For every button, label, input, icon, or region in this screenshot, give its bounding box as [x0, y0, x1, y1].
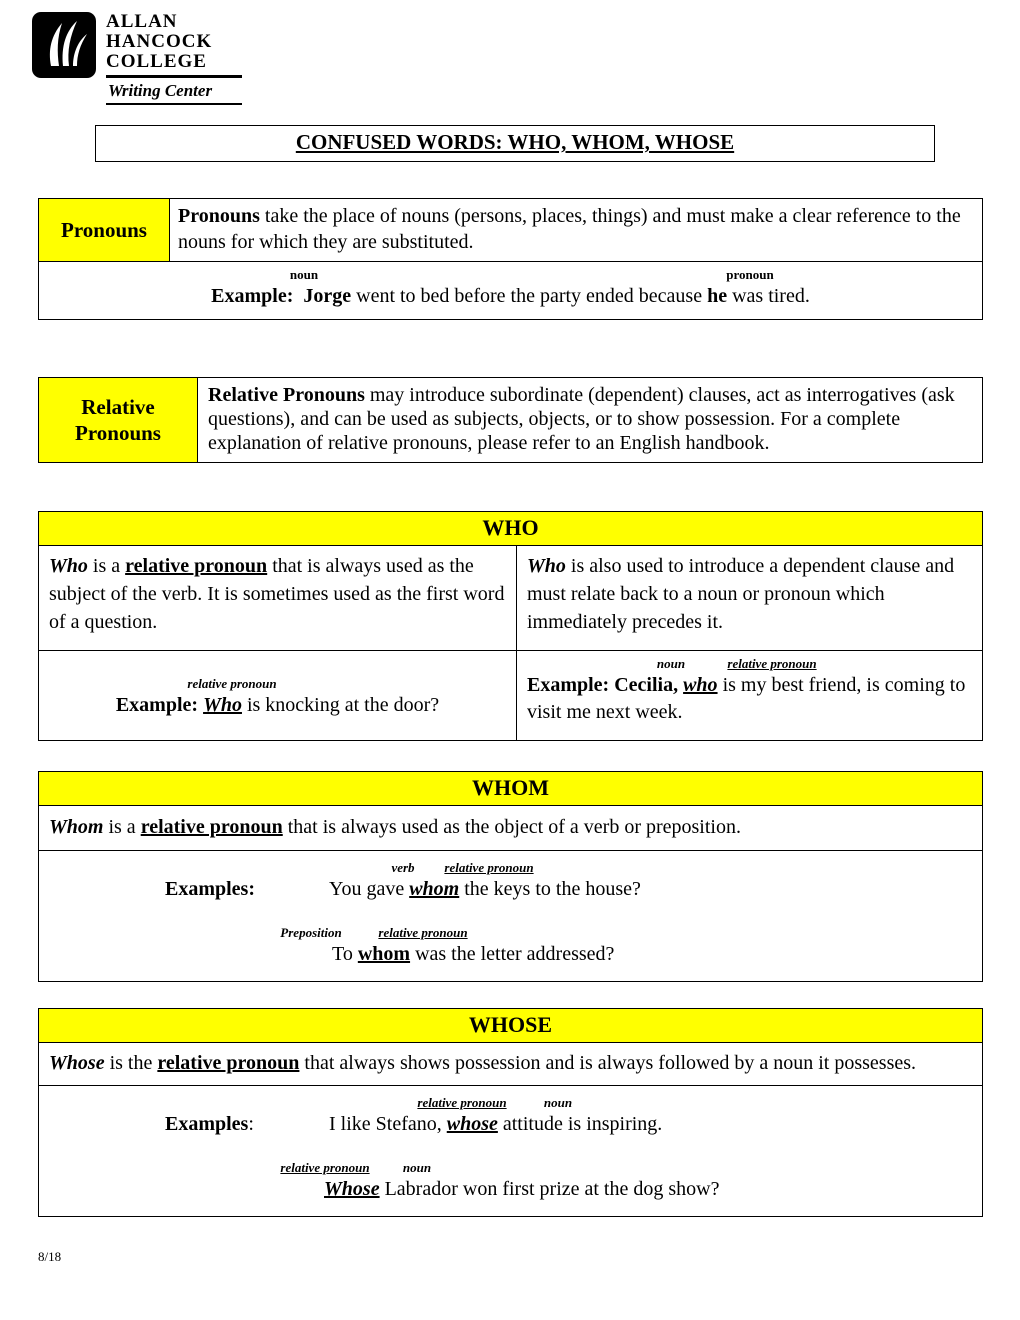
whose-examples-row [39, 1085, 982, 1216]
pos-tag-row [517, 655, 982, 672]
example-sentence-line [39, 1176, 982, 1204]
example-sentence: You gave whom the keys to the house? [329, 878, 641, 900]
example-sentence-line [39, 1111, 982, 1139]
writing-center-tagline: Writing Center [106, 78, 242, 105]
whom-definition-row [39, 805, 982, 850]
example-sentence: To whom was the letter addressed? [332, 943, 615, 965]
example-sentence: I like Stefano, whose attitude is inspiring. [329, 1113, 663, 1135]
whose-examples [39, 1086, 982, 1216]
relative-pronouns-table [38, 377, 983, 463]
example-sentence: Example: Who is knocking at the door? [115, 694, 440, 716]
who-definition-row [39, 545, 982, 650]
pos-tag-row [39, 924, 982, 941]
college-name-line-3: COLLEGE [106, 51, 207, 72]
pos-tag-row [39, 1159, 982, 1176]
pronoun-tag: pronoun [726, 267, 774, 282]
relative-pronoun-tag: relative pronoun [727, 656, 817, 671]
whose-example-1 [39, 1094, 982, 1139]
relative-pronouns-definition: Relative Pronouns may introduce subordinate (dependent) clauses, act as interrogatives (ask questions), and can be used as subjects, objects, or to show possession. For a complete explanation of relative pronouns, please refer to an English handbook. [197, 378, 982, 462]
college-name [106, 12, 242, 78]
who-left-example [39, 651, 516, 740]
relative-pronoun-tag: relative pronoun [444, 860, 534, 875]
whose-definition: Whose is the relative pronoun that always shows possession and is always followed by a noun it possesses. [49, 1052, 917, 1074]
whom-example-1 [39, 859, 982, 904]
relative-pronoun-tag: relative pronoun [378, 925, 468, 940]
examples-prefix: Examples: [165, 878, 255, 900]
page-footer-date: 8/18 [38, 1249, 62, 1264]
whose-definition-row [39, 1042, 982, 1085]
whom-definition: Whom is a relative pronoun that is always used as the object of a verb or preposition. [49, 816, 741, 838]
example-sentence-line [39, 876, 982, 904]
pos-tag-row [39, 1094, 982, 1111]
example-sentence-line [39, 941, 982, 969]
relative-pronoun-tag: relative pronoun [417, 1095, 507, 1110]
noun-tag: noun [289, 267, 319, 282]
pronouns-label-cell [39, 199, 169, 261]
page-title: CONFUSED WORDS: WHO, WHOM, WHOSE [295, 130, 735, 154]
whose-section [38, 1008, 983, 1217]
example-sentence: Example: Jorge went to bed before the party ended because he was tired. [211, 285, 810, 307]
relative-pronoun-tag: relative pronoun [187, 676, 277, 691]
whose-section-header: WHOSE [39, 1009, 982, 1042]
who-left-definition: Who is a relative pronoun that is always used as the subject of the verb. It is sometimes used as the first word of a question. [49, 555, 505, 633]
verb-tag: verb [391, 860, 415, 875]
whom-section-header: WHOM [39, 772, 982, 805]
noun-tag: noun [402, 1160, 432, 1175]
who-right-definition: Who is also used to introduce a dependent clause and must relate back to a noun or pronoun which immediately precedes it. [516, 546, 982, 650]
whom-section [38, 771, 983, 982]
pronouns-example-row [39, 261, 982, 319]
whom-examples [39, 851, 982, 981]
college-name-block [106, 12, 242, 105]
pronouns-table [38, 198, 983, 320]
whom-example-2 [39, 924, 982, 969]
who-section-header: WHO [39, 512, 982, 545]
pronouns-definition: Pronouns take the place of nouns (persons, places, things) and must make a clear reference to the nouns for which they are substituted. [169, 199, 982, 261]
college-logo-icon [32, 12, 96, 105]
pronouns-definition-row [39, 199, 982, 261]
preposition-tag: Preposition [280, 925, 342, 940]
noun-tag: noun [543, 1095, 573, 1110]
whose-example-2 [39, 1159, 982, 1204]
college-name-line-2: HANCOCK [106, 31, 213, 52]
noun-tag: noun [656, 656, 686, 671]
pos-tag-row [39, 859, 982, 876]
who-right-example [516, 651, 982, 740]
relative-pronouns-label-cell [39, 378, 197, 462]
relative-pronouns-row [39, 378, 982, 462]
title-box [95, 125, 935, 162]
relative-pronouns-label: Relative Pronouns [75, 395, 161, 445]
pos-tag-row [39, 675, 516, 692]
whom-examples-row [39, 850, 982, 981]
examples-prefix: Examples: [165, 1113, 254, 1135]
college-name-line-1: ALLAN [106, 11, 178, 32]
college-logo [32, 12, 983, 105]
relative-pronoun-tag: relative pronoun [280, 1160, 370, 1175]
example-sentence: Whose Labrador won first prize at the dog show? [324, 1178, 720, 1200]
pos-tag-row [39, 266, 982, 283]
example-sentence: Example: Cecilia, who is my best friend, is coming to visit me next week. [527, 674, 966, 723]
pronouns-label: Pronouns [61, 218, 147, 242]
pronouns-example [39, 262, 982, 319]
who-section [38, 511, 983, 741]
who-example-row [39, 650, 982, 740]
